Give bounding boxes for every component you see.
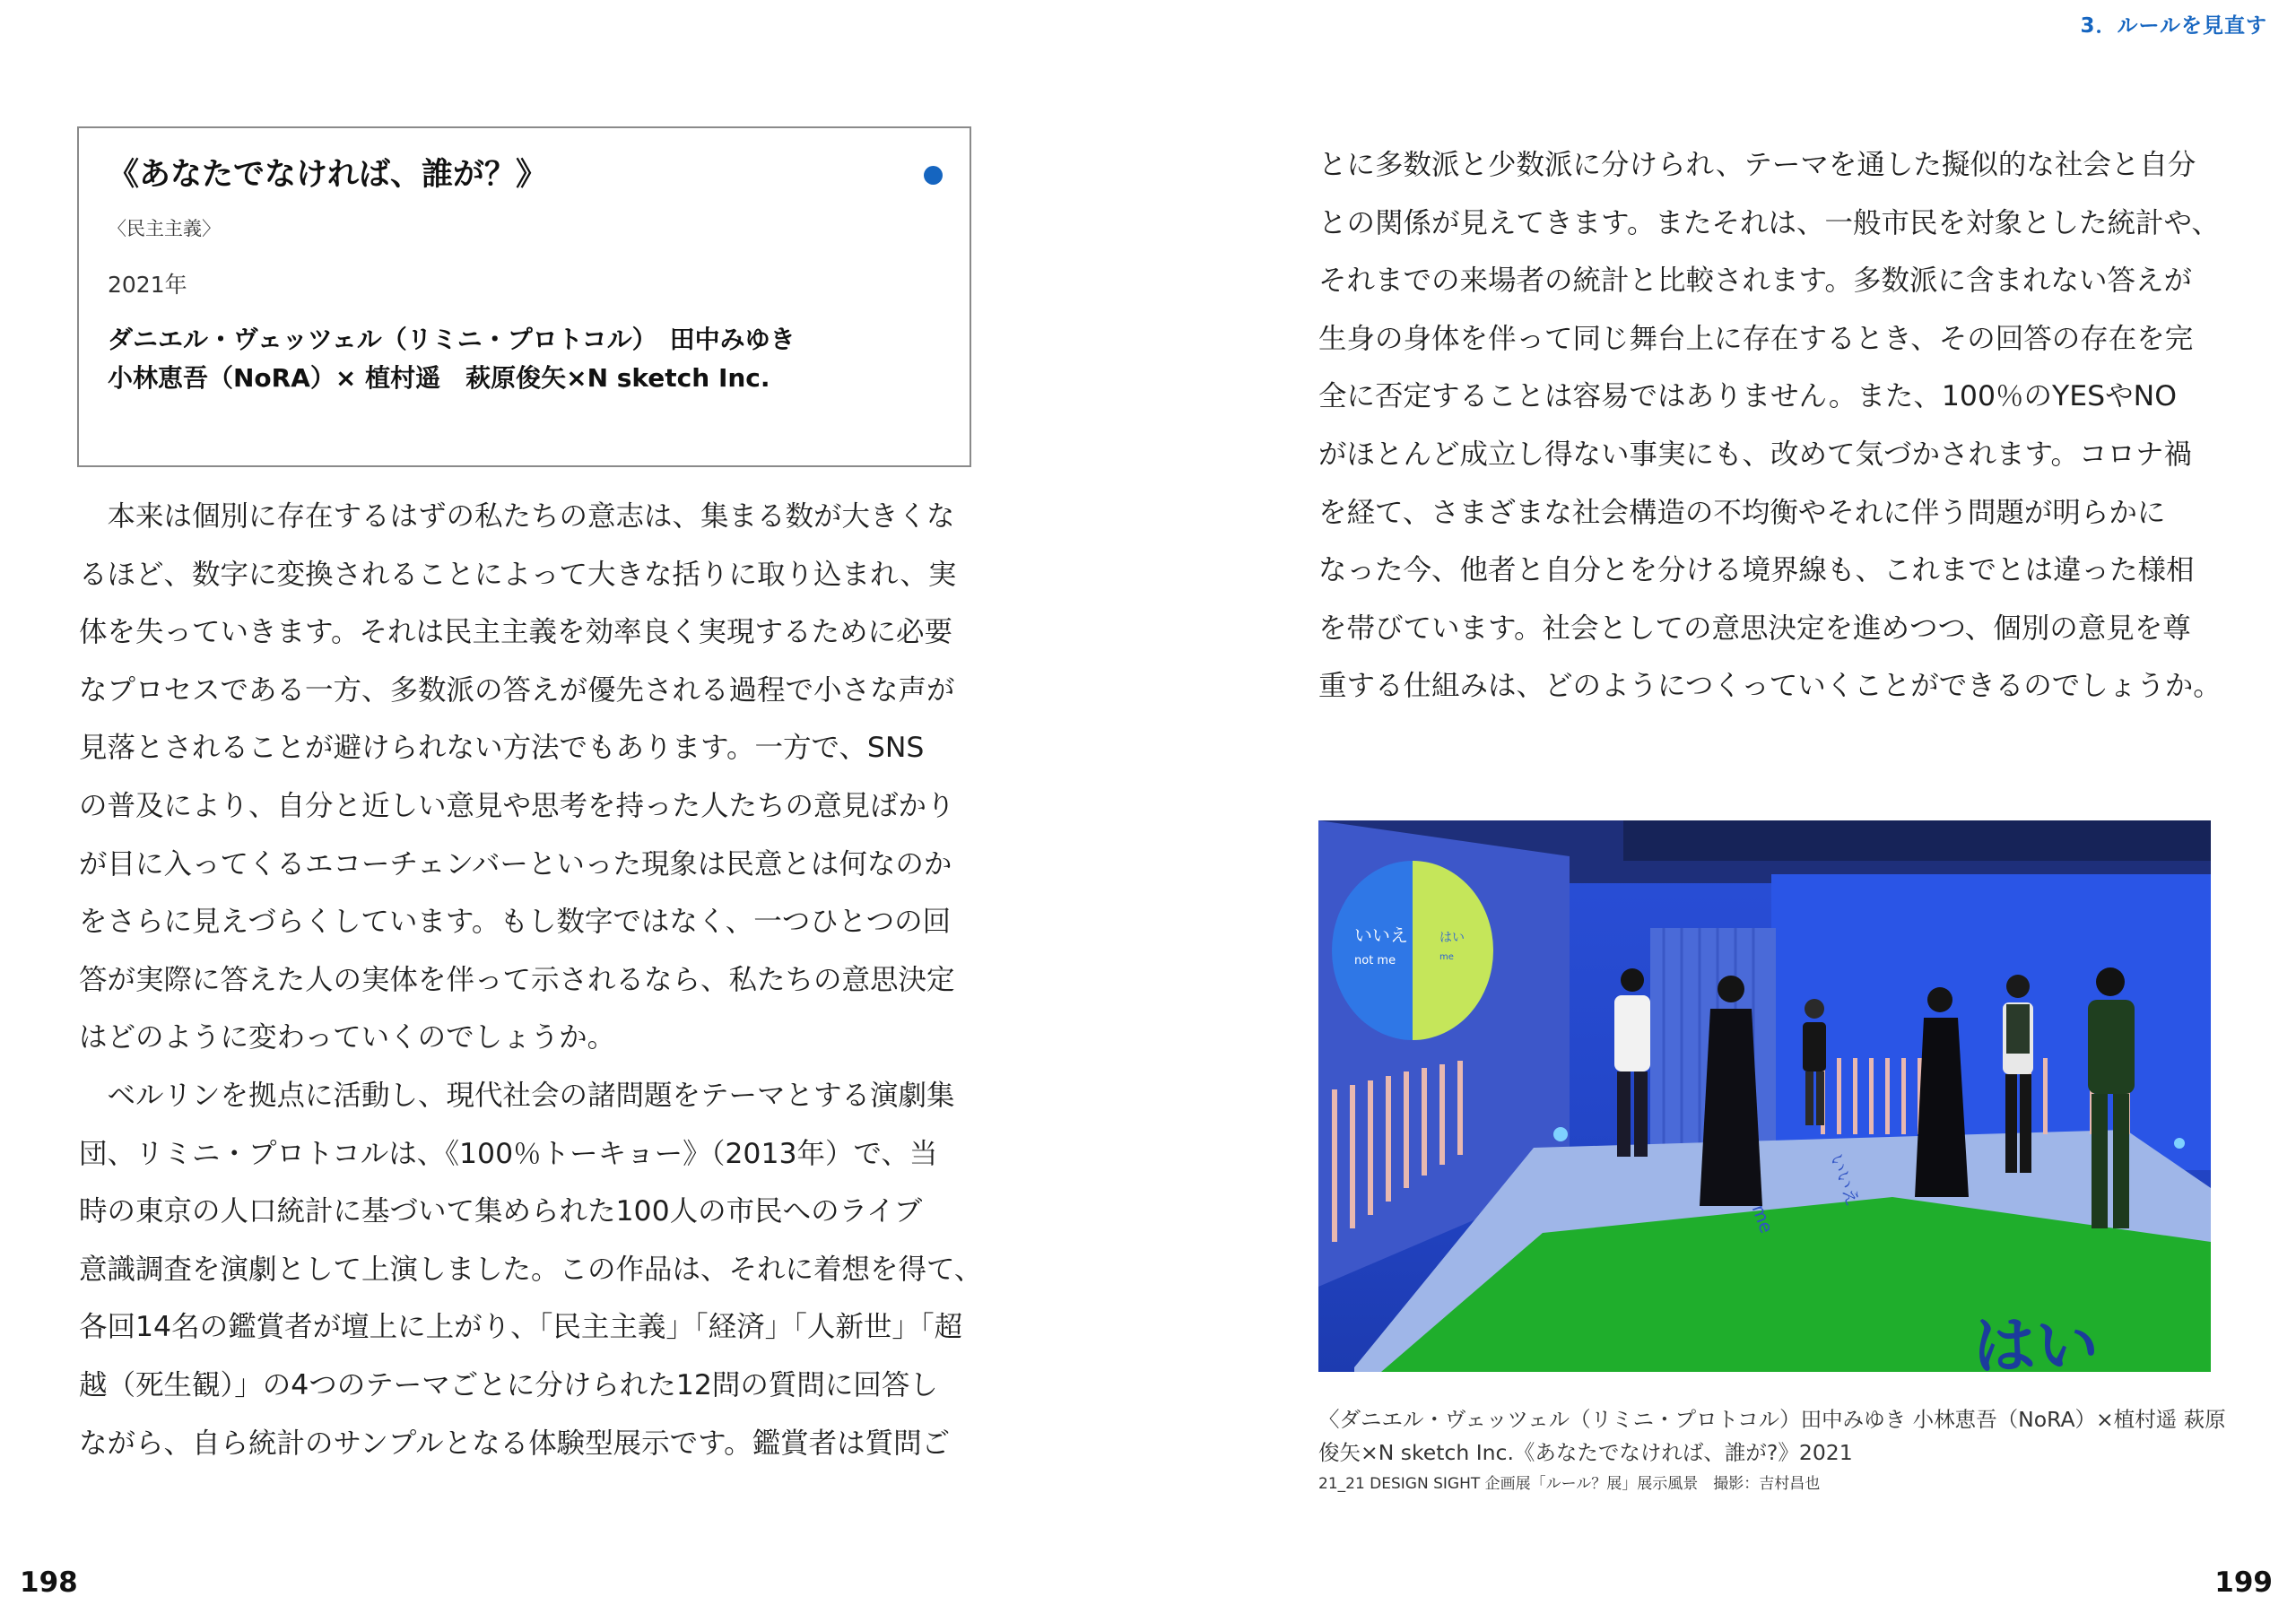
text-line: を帯びています。社会としての意思決定を進めつつ、個別の意見を尊: [1318, 612, 2191, 645]
text-line: 団、リミニ・プロトコルは、《100％トーキョー》（2013年）で、当: [79, 1137, 938, 1170]
circle-left-sublabel: not me: [1354, 954, 1396, 967]
text-line: の普及により、自分と近しい意見や思考を持った人たちの意見ばかり: [79, 789, 955, 822]
circle-right-sublabel: me: [1439, 952, 1454, 962]
text-line: 各回14名の鑑賞者が壇上に上がり、「民主主義」「経済」「人新世」「超: [79, 1311, 963, 1344]
artwork-credits: [108, 320, 796, 397]
text-line: 体を失っていきます。それは民主主義を効率良く実現するために必要: [79, 616, 952, 649]
text-line: るほど、数字に変換されることによって大きな括りに取り込まれ、実: [79, 558, 957, 591]
projection-circle: [1332, 861, 1493, 1040]
text-line: なプロセスである一方、多数派の答えが優先される過程で小さな声が: [79, 673, 955, 707]
text-line: なった今、他者と自分とを分ける境界線も、これまでとは違った様相: [1318, 554, 2195, 587]
exhibition-photo: [1318, 820, 2211, 1372]
text-line: が目に入ってくるエコーチェンバーといった現象は民意とは何なのか: [79, 847, 952, 881]
floor-light: [2174, 1138, 2185, 1149]
text-line: がほとんど成立し得ない事実にも、改めて気づかされます。コロナ禍: [1318, 438, 2192, 471]
left-body-text: [79, 488, 983, 1472]
text-line: 答が実際に答えた人の実体を伴って示されるなら、私たちの意思決定: [79, 963, 955, 996]
artwork-info-box: [77, 126, 971, 467]
chapter-header: 3．ルールを見直す: [2080, 14, 2267, 38]
photo-credit: 21_21 DESIGN SIGHT 企画展「ルール？展」展示風景 撮影：吉村昌也: [1318, 1475, 1821, 1493]
text-line: ながら、自ら統計のサンプルとなる体験型展示です。鑑賞者は質問ご: [79, 1427, 951, 1460]
floor-label-no: いいえ: [1825, 1150, 1865, 1210]
text-line: を経て、さまざまな社会構造の不均衡やそれに伴う問題が明らかに: [1318, 496, 2166, 529]
text-line: 本来は個別に存在するはずの私たちの意志は、集まる数が大きくな: [79, 500, 955, 533]
credits-line: 小林恵吾（NoRA）× 植村遥 萩原俊矢×N sketch Inc.: [108, 363, 770, 393]
floor-light: [1553, 1127, 1568, 1141]
text-line: をさらに見えづらくしています。もし数字ではなく、一つひとつの回: [79, 906, 952, 939]
blue-dot-icon: [924, 166, 943, 185]
artwork-theme: 〈民主主義〉: [108, 218, 221, 239]
credits-line: ダニエル・ヴェッツェル（リミニ・プロトコル） 田中みゆき: [108, 325, 796, 354]
caption-line: 俊矢×N sketch Inc.《あなたでなければ、誰が?》2021: [1318, 1440, 1853, 1465]
ceiling-beam: [1623, 820, 2211, 861]
text-line: 越（死生観）」の4つのテーマごとに分けられた12問の質問に回答し: [79, 1368, 938, 1401]
floor-label-yes: はい: [1973, 1309, 2099, 1372]
text-line: ベルリンを拠点に活動し、現代社会の諸問題をテーマとする演劇集: [79, 1079, 955, 1112]
text-line: との関係が見えてきます。またそれは、一般市民を対象とした統計や、: [1318, 206, 2220, 239]
text-line: 見落とされることが避けられない方法でもあります。一方で、SNS: [79, 732, 925, 765]
text-line: 時の東京の人口統計に基づいて集められた100人の市民へのライブ: [79, 1195, 923, 1228]
page-number-left: 198: [20, 1566, 78, 1599]
caption-line: 〈ダニエル・ヴェッツェル（リミニ・プロトコル）田中みゆき 小林恵吾（NoRA）×植村遥 萩原: [1318, 1407, 2226, 1432]
right-body-text: [1318, 136, 2233, 716]
text-line: 生身の身体を伴って同じ舞台上に存在するとき、その回答の存在を完: [1318, 322, 2194, 355]
text-line: とに多数派と少数派に分けられ、テーマを通した擬似的な社会と自分: [1318, 149, 2196, 181]
text-line: 全に否定することは容易ではありません。また、100％のYESやNO: [1318, 380, 2178, 413]
text-line: 意識調査を演劇として上演しました。この作品は、それに着想を得て、: [79, 1253, 983, 1286]
text-line: 重する仕組みは、どのようにつくっていくことができるのでしょうか。: [1318, 670, 2222, 703]
circle-right-label: はい: [1439, 931, 1465, 945]
text-line: はどのように変わっていくのでしょうか。: [79, 1021, 616, 1054]
floor-label-notme: me: [1747, 1202, 1779, 1236]
artwork-year: 2021年: [108, 272, 187, 298]
artwork-title: 《あなたでなければ、誰が？》: [108, 157, 548, 193]
exhibition-scene: [1318, 820, 2211, 1372]
circle-left-label: いいえ: [1354, 924, 1408, 946]
photo-caption: [1318, 1403, 2226, 1497]
page-number-right: 199: [2214, 1566, 2273, 1599]
text-line: それまでの来場者の統計と比較されます。多数派に含まれない答えが: [1318, 265, 2192, 298]
